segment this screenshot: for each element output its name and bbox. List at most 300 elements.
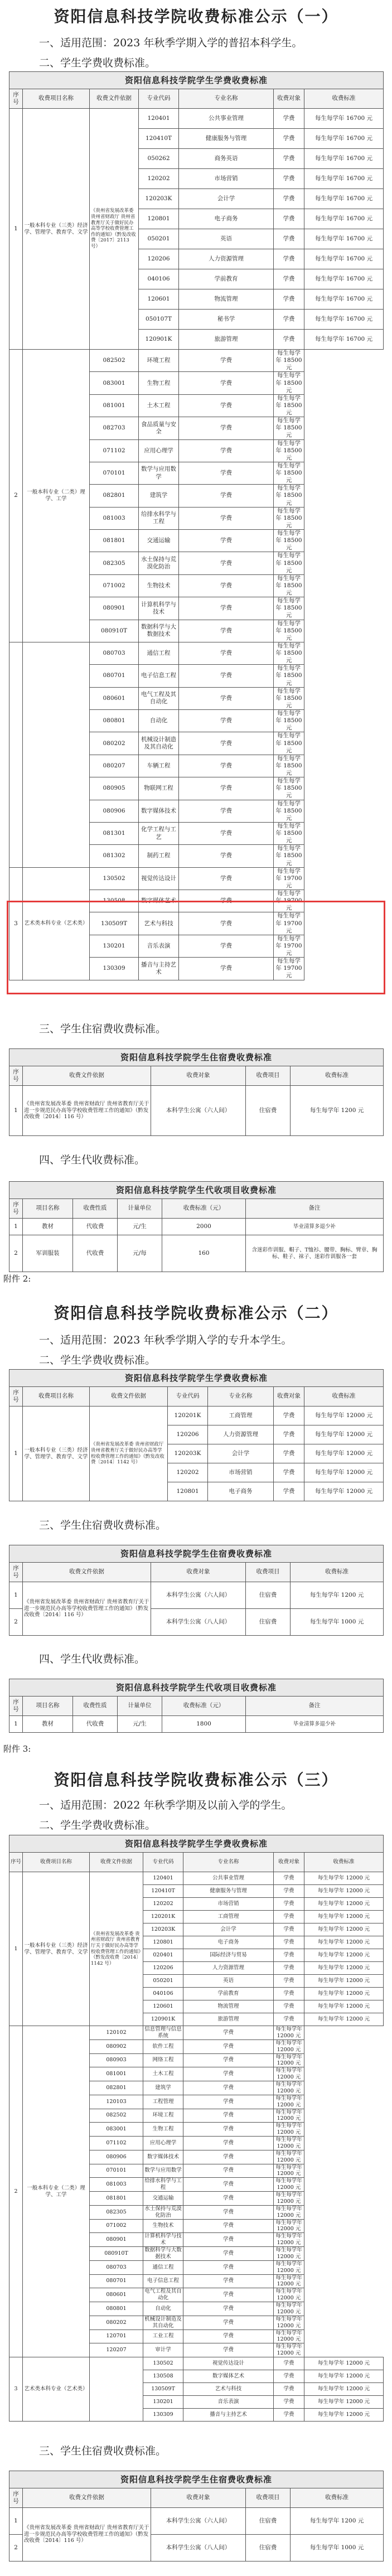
fee-object: 学费 bbox=[183, 2233, 274, 2247]
fee-object: 学费 bbox=[183, 2026, 274, 2040]
major-code: 120206 bbox=[143, 1962, 183, 1975]
fee-object: 学费 bbox=[183, 2123, 274, 2137]
fee-basis: 《贵州省发展改革委 贵州省财政厅 贵州省教育厅关于做好民办高等学校收费管理工作的通知》（黔发改收费〔2014〕1142 号） bbox=[90, 1872, 143, 2026]
doc1-section-agent: 四、学生代收费标准。 bbox=[39, 1154, 146, 1166]
major-code: 130201 bbox=[90, 935, 139, 957]
fee-object: 学费 bbox=[179, 530, 274, 552]
fee-standard: 每生每学年 18500 元 bbox=[274, 350, 304, 372]
fee-object: 学费 bbox=[274, 1872, 304, 1885]
col-header: 专业代码 bbox=[143, 1853, 183, 1872]
doc3-tuition-table bbox=[9, 1835, 384, 2422]
fee-object: 学费 bbox=[179, 552, 274, 574]
major-code: 130201 bbox=[143, 2396, 183, 2409]
fee-basis bbox=[90, 2357, 143, 2422]
table-row bbox=[9, 1235, 384, 1272]
doc1-scope: 一、适用范围：2023 年秋季学期入学的普招本科学生。 bbox=[39, 37, 303, 49]
fee-standard: 每生每学年 18500 元 bbox=[274, 777, 304, 800]
fee-standard: 每生每学年 12000 元 bbox=[274, 2026, 304, 2040]
col-header: 序号 bbox=[9, 1387, 23, 1407]
major-code: 080903 bbox=[90, 2053, 143, 2067]
fee-standard: 每生每学年 12000 元 bbox=[274, 2219, 304, 2233]
major-code: 120203K bbox=[168, 1444, 208, 1463]
fee-category: 一般本科专业（三类）经济学、管理学、教育学、文学 bbox=[23, 1872, 90, 2026]
fee-standard: 每生每学年 12000 元 bbox=[274, 2343, 304, 2357]
major-name: 软件工程 bbox=[143, 2039, 183, 2053]
fee-object: 学费 bbox=[274, 310, 304, 330]
fee-object: 学费 bbox=[274, 249, 304, 269]
major-code: 130502 bbox=[143, 2357, 183, 2370]
fee-standard: 每生每学年 18500 元 bbox=[274, 822, 304, 844]
row-index: 2 bbox=[9, 2026, 23, 2357]
major-name: 机械设计制造及其自动化 bbox=[139, 732, 179, 755]
doc2-section-agent: 四、学生代收费标准。 bbox=[39, 1653, 146, 1665]
major-code: 082703 bbox=[90, 417, 139, 439]
doc1-title: 资阳信息科技学院收费标准公示（一） bbox=[54, 7, 338, 26]
major-code: 082305 bbox=[90, 552, 139, 574]
major-code: 120203K bbox=[143, 1923, 183, 1936]
col-header: 收费项目名称 bbox=[23, 1387, 90, 1407]
fee-standard: 每生每学年 12000 元 bbox=[304, 1949, 384, 1962]
col-header: 收费项目名称 bbox=[23, 1853, 90, 1872]
fee-object: 学费 bbox=[274, 1463, 304, 1482]
fee-object: 学费 bbox=[179, 417, 274, 439]
major-name: 车辆工程 bbox=[139, 755, 179, 777]
col-header: 专业名称 bbox=[179, 89, 274, 109]
major-code: 080910T bbox=[90, 2247, 143, 2261]
table-row bbox=[9, 2508, 384, 2535]
major-code: 081003 bbox=[90, 2178, 143, 2192]
major-name: 电子商务 bbox=[208, 1482, 274, 1501]
col-header: 收费项目 bbox=[246, 1563, 291, 1582]
fee-object: 学费 bbox=[274, 1911, 304, 1923]
fee-standard: 每生每学年 18500 元 bbox=[274, 620, 304, 642]
major-code: 080906 bbox=[90, 800, 139, 822]
col-header: 备注 bbox=[246, 1199, 384, 1219]
fee-standard: 每生每学年 16700 元 bbox=[304, 129, 384, 149]
fee-object: 学费 bbox=[274, 2357, 304, 2370]
fee-standard: 每生每学年 12000 元 bbox=[304, 1898, 384, 1911]
fee-standard: 每生每学年 12000 元 bbox=[304, 1911, 384, 1923]
major-code: 080703 bbox=[90, 2260, 143, 2274]
fee-standard: 每生每学年 18500 元 bbox=[274, 372, 304, 394]
major-name: 建筑学 bbox=[143, 2081, 183, 2095]
major-name: 市场营销 bbox=[183, 1898, 274, 1911]
major-code: 130509T bbox=[90, 912, 139, 935]
major-name: 给排水科学与工程 bbox=[143, 2178, 183, 2192]
major-name: 数字媒体技术 bbox=[143, 2150, 183, 2164]
major-code: 070101 bbox=[90, 2164, 143, 2178]
fee-category: 一般本科专业（三类）经济学、管理学、教育学、文学 bbox=[23, 109, 90, 350]
fee-object: 学费 bbox=[179, 935, 274, 957]
major-code: 080202 bbox=[90, 2316, 143, 2329]
doc3-table-caption: 资阳信息科技学院学生学费收费标准 bbox=[9, 1835, 384, 1853]
fee-standard: 每生每学年 12000 元 bbox=[274, 2164, 304, 2178]
major-code: 081801 bbox=[90, 2192, 143, 2206]
major-code: 081301 bbox=[90, 822, 139, 844]
major-name: 艺术与科技 bbox=[183, 2383, 274, 2396]
col-header: 收费对象 bbox=[274, 1387, 304, 1407]
fee-standard: 每生每学年 12000 元 bbox=[304, 1975, 384, 1988]
major-name: 英语 bbox=[179, 229, 274, 249]
major-name: 公共事业管理 bbox=[183, 1872, 274, 1885]
fee-standard: 每生每学年 12000 元 bbox=[274, 2095, 304, 2109]
fee-standard: 每生每学年 18500 元 bbox=[274, 552, 304, 574]
major-name: 物联网工程 bbox=[139, 777, 179, 800]
table-row bbox=[9, 2026, 384, 2040]
doc3-scope: 一、适用范围：2022 年秋季学期及以前入学的学生。 bbox=[39, 1799, 292, 1811]
major-name: 视觉传达设计 bbox=[139, 867, 179, 890]
major-code: 083001 bbox=[90, 372, 139, 394]
fee-object: 学费 bbox=[183, 2053, 274, 2067]
major-code: 120202 bbox=[139, 169, 179, 189]
major-code: 080601 bbox=[90, 2288, 143, 2302]
fee-object: 学费 bbox=[274, 229, 304, 249]
fee-category: 艺术类本科专业（艺术类） bbox=[23, 2357, 90, 2422]
major-code: 071002 bbox=[90, 2219, 143, 2233]
fee-object: 学费 bbox=[274, 2383, 304, 2396]
fee-object: 学费 bbox=[274, 1885, 304, 1898]
col-header: 收费标准 bbox=[291, 1563, 384, 1582]
major-code: 120203K bbox=[139, 189, 179, 209]
doc3-section-tuition: 二、学生学费收费标准。 bbox=[39, 1819, 156, 1831]
fee-object: 学费 bbox=[183, 2316, 274, 2329]
major-name: 会计学 bbox=[179, 189, 274, 209]
col-header: 收费项目 bbox=[246, 1066, 291, 1086]
fee-standard: 每生每学年 12000 元 bbox=[274, 2288, 304, 2302]
col-header: 序号 bbox=[9, 1697, 23, 1716]
fee-object: 学费 bbox=[179, 912, 274, 935]
fee-standard: 每生每学年 18500 元 bbox=[274, 710, 304, 732]
major-name: 计算机科学与技术 bbox=[139, 597, 179, 620]
fee-amount: 1800 bbox=[162, 1716, 246, 1733]
fee-standard: 每生每学年 19700 元 bbox=[274, 890, 304, 912]
fee-standard: 每生每学年 12000 元 bbox=[274, 2137, 304, 2150]
fee-object: 学费 bbox=[179, 439, 274, 462]
fee-object: 学费 bbox=[274, 1898, 304, 1911]
major-code: 080703 bbox=[90, 642, 139, 664]
major-name: 音乐表演 bbox=[139, 935, 179, 957]
fee-standard: 每生每学年 12000 元 bbox=[274, 2247, 304, 2261]
major-code: 130508 bbox=[143, 2370, 183, 2383]
item-name: 军训服装 bbox=[23, 1235, 73, 1272]
row-index: 1 bbox=[9, 1872, 23, 2026]
fee-object: 学费 bbox=[183, 2274, 274, 2288]
fee-object: 学费 bbox=[179, 755, 274, 777]
major-name: 通信工程 bbox=[139, 642, 179, 664]
fee-standard: 每生每学年 16700 元 bbox=[304, 189, 384, 209]
fee-standard: 每生每学年 16700 元 bbox=[304, 289, 384, 310]
fee-object: 学费 bbox=[179, 777, 274, 800]
major-name: 计算机科学与技术 bbox=[143, 2233, 183, 2247]
fee-object: 学费 bbox=[274, 1425, 304, 1444]
col-header: 收费对象 bbox=[151, 1563, 246, 1582]
doc1-tuition-table bbox=[9, 71, 384, 980]
col-header: 收费对象 bbox=[151, 2488, 246, 2508]
fee-standard: 每生每学年 18500 元 bbox=[274, 439, 304, 462]
fee-standard: 每生每学年 12000 元 bbox=[304, 1407, 384, 1425]
fee-object: 学费 bbox=[179, 574, 274, 597]
major-code: 120701 bbox=[90, 2329, 143, 2343]
major-code: 080906 bbox=[90, 2150, 143, 2164]
major-code: 120201K bbox=[168, 1407, 208, 1425]
major-code: 120601 bbox=[139, 289, 179, 310]
major-code: 083001 bbox=[90, 2123, 143, 2137]
col-header: 收费标准（元） bbox=[162, 1697, 246, 1716]
fee-object: 学费 bbox=[183, 2302, 274, 2316]
doc3-section-dorm: 三、学生住宿费收费标准。 bbox=[39, 2445, 167, 2457]
major-code: 050107T bbox=[139, 310, 179, 330]
doc1-dorm-caption: 资阳信息科技学院学生住宿费收费标准 bbox=[9, 1049, 384, 1066]
major-name: 会计学 bbox=[183, 1923, 274, 1936]
dorm-item: 住宿费 bbox=[246, 1086, 291, 1136]
fee-standard: 每生每学年 18500 元 bbox=[274, 394, 304, 417]
col-header: 收费标准 bbox=[304, 1387, 384, 1407]
fee-object: 学费 bbox=[274, 189, 304, 209]
fee-object: 学费 bbox=[274, 1407, 304, 1425]
fee-object: 学费 bbox=[179, 958, 274, 980]
major-name: 电气工程及其自动化 bbox=[139, 687, 179, 709]
col-header: 专业代码 bbox=[168, 1387, 208, 1407]
row-index: 1 bbox=[9, 109, 23, 350]
fee-nature: 代收费 bbox=[73, 1716, 118, 1733]
fee-object: 学费 bbox=[179, 394, 274, 417]
fee-object: 学费 bbox=[179, 665, 274, 687]
major-code: 120901K bbox=[143, 2013, 183, 2026]
major-name: 电子信息工程 bbox=[139, 665, 179, 687]
unit: 元/生 bbox=[118, 1716, 162, 1733]
fee-standard: 每生每学年 12000 元 bbox=[304, 2000, 384, 2013]
major-name: 生物工程 bbox=[143, 2123, 183, 2137]
major-name: 交通运输 bbox=[143, 2192, 183, 2206]
fee-object: 学费 bbox=[183, 2067, 274, 2081]
major-code: 120103 bbox=[90, 2095, 143, 2109]
row-index bbox=[9, 642, 23, 867]
dorm-basis: 《贵州省发展改革委 贵州省财政厅 贵州省教育厅关于进一步规范民办高等学校收费管理工作的通知》（黔发改收费〔2014〕116 号） bbox=[23, 2508, 151, 2561]
major-name: 播音与主持艺术 bbox=[183, 2409, 274, 2422]
fee-object: 学费 bbox=[274, 1988, 304, 2000]
major-code: 080801 bbox=[90, 710, 139, 732]
major-name: 工商管理 bbox=[208, 1407, 274, 1425]
col-header: 收费文件依据 bbox=[90, 89, 139, 109]
major-name: 商务英语 bbox=[179, 149, 274, 169]
fee-standard: 每生每学年 18500 元 bbox=[274, 732, 304, 755]
item-name: 教材 bbox=[23, 1716, 73, 1733]
major-code: 050262 bbox=[139, 149, 179, 169]
major-code: 120410T bbox=[139, 129, 179, 149]
major-name: 土木工程 bbox=[139, 394, 179, 417]
col-header: 收费性质 bbox=[73, 1199, 118, 1219]
row-index: 1 bbox=[9, 2508, 23, 2535]
col-header: 收费对象 bbox=[274, 1853, 304, 1872]
dorm-object: 本科学生公寓（八人间） bbox=[151, 1609, 246, 1636]
fee-standard: 每生每学年 18500 元 bbox=[274, 485, 304, 507]
table-row bbox=[9, 350, 384, 372]
fee-standard: 每生每学年 18500 元 bbox=[274, 687, 304, 709]
fee-standard: 每生每学年 12000 元 bbox=[304, 2383, 384, 2396]
fee-standard: 每生每学年 19700 元 bbox=[274, 867, 304, 890]
major-name: 信息管理与信息系统 bbox=[143, 2026, 183, 2040]
table-row bbox=[9, 109, 384, 129]
major-code: 120410T bbox=[143, 1885, 183, 1898]
unit: 元/生 bbox=[118, 1219, 162, 1235]
doc2-table-caption: 资阳信息科技学院学生学费收费标准 bbox=[9, 1370, 384, 1387]
fee-standard: 每生每学年 18500 元 bbox=[274, 642, 304, 664]
col-header: 专业代码 bbox=[139, 89, 179, 109]
fee-basis: 《贵州省发展改革委 贵州省财政厅 贵州省教育厅关于做好民办高等学校收费管理工作的通知》（黔发改收费〔2014〕1142 号） bbox=[90, 1407, 168, 1501]
major-name: 数据科学与大数据技术 bbox=[139, 620, 179, 642]
major-name: 机械设计制造及其自动化 bbox=[143, 2316, 183, 2329]
fee-standard: 每生每学年 19700 元 bbox=[274, 958, 304, 980]
fee-category bbox=[23, 642, 90, 867]
fee-amount: 160 bbox=[162, 1235, 246, 1272]
fee-standard: 每生每学年 16700 元 bbox=[304, 109, 384, 129]
row-index: 2 bbox=[9, 1609, 23, 1636]
major-name: 市场营销 bbox=[208, 1463, 274, 1482]
major-code: 050201 bbox=[143, 1975, 183, 1988]
fee-standard: 每生每学年 12000 元 bbox=[304, 1988, 384, 2000]
doc2-section-tuition: 二、学生学费收费标准。 bbox=[39, 1354, 156, 1366]
fee-object: 学费 bbox=[183, 2329, 274, 2343]
col-header: 收费性质 bbox=[73, 1697, 118, 1716]
col-header: 备注 bbox=[246, 1697, 384, 1716]
col-header: 序号 bbox=[9, 1199, 23, 1219]
col-header: 收费文件依据 bbox=[23, 2488, 151, 2508]
fee-object: 学费 bbox=[179, 890, 274, 912]
major-name: 土木工程 bbox=[143, 2067, 183, 2081]
major-code: 120801 bbox=[143, 1936, 183, 1949]
col-header: 计量单位 bbox=[118, 1199, 162, 1219]
fee-standard: 每生每学年 12000 元 bbox=[304, 1923, 384, 1936]
fee-standard: 每生每学年 12000 元 bbox=[274, 2053, 304, 2067]
fee-standard: 每生每学年 12000 元 bbox=[304, 1962, 384, 1975]
major-name: 工程管理 bbox=[143, 2095, 183, 2109]
fee-standard: 每生每学年 12000 元 bbox=[274, 2150, 304, 2164]
major-name: 通信工程 bbox=[143, 2260, 183, 2274]
col-header: 收费标准 bbox=[304, 1853, 384, 1872]
fee-object: 学费 bbox=[274, 209, 304, 229]
fee-object: 学费 bbox=[183, 2081, 274, 2095]
doc2-section-dorm: 三、学生住宿费收费标准。 bbox=[39, 1519, 167, 1531]
major-name: 人力资源管理 bbox=[183, 1962, 274, 1975]
major-name: 给排水科学与工程 bbox=[139, 507, 179, 529]
doc3-dorm-caption: 资阳信息科技学院学生住宿费收费标准 bbox=[9, 2471, 384, 2488]
row-index: 1 bbox=[9, 1716, 23, 1733]
dorm-fee: 每生每学年 1000 元 bbox=[291, 2535, 384, 2561]
fee-category: 一般本科专业（二类）理学、工学 bbox=[23, 350, 90, 642]
major-code: 120401 bbox=[143, 1872, 183, 1885]
doc1-agent-caption: 资阳信息科技学院学生代收项目收费标准 bbox=[9, 1182, 384, 1199]
col-header: 序号 bbox=[9, 1066, 23, 1086]
fee-object: 学费 bbox=[274, 289, 304, 310]
major-name: 电子商务 bbox=[179, 209, 274, 229]
doc1-table-caption: 资阳信息科技学院学生学费收费标准 bbox=[9, 72, 384, 89]
col-header: 收费标准（元） bbox=[162, 1199, 246, 1219]
major-name: 环境工程 bbox=[143, 2109, 183, 2123]
col-header: 收费文件依据 bbox=[23, 1066, 151, 1086]
fee-standard: 每生每学年 18500 元 bbox=[274, 507, 304, 529]
fee-object: 学费 bbox=[183, 2150, 274, 2164]
fee-object: 学费 bbox=[274, 1936, 304, 1949]
fee-standard: 每生每学年 12000 元 bbox=[304, 2409, 384, 2422]
fee-standard: 每生每学年 12000 元 bbox=[274, 2192, 304, 2206]
fee-standard: 每生每学年 12000 元 bbox=[274, 2233, 304, 2247]
fee-basis: 《贵州省发展改革委 贵州省财政厅 贵州省教育厅关于做好民办高等学校收费管理工作的通知》（黔发改收费〔2017〕2113 号） bbox=[90, 109, 139, 350]
major-code: 080207 bbox=[90, 755, 139, 777]
major-name: 食品质量与安全 bbox=[139, 417, 179, 439]
col-header: 序号 bbox=[9, 2488, 23, 2508]
major-name: 网络工程 bbox=[143, 2053, 183, 2067]
fee-object: 学费 bbox=[179, 507, 274, 529]
doc2-agent-caption: 资阳信息科技学院学生代收项目收费标准 bbox=[9, 1679, 384, 1697]
fee-object: 学费 bbox=[274, 330, 304, 350]
major-code: 080601 bbox=[90, 687, 139, 709]
fee-object: 学费 bbox=[274, 1975, 304, 1988]
fee-object: 学费 bbox=[179, 732, 274, 755]
major-name: 播音与主持艺术 bbox=[139, 958, 179, 980]
row-index: 2 bbox=[9, 350, 23, 642]
dorm-item: 住宿费 bbox=[246, 1609, 291, 1636]
major-code: 130509T bbox=[143, 2383, 183, 2396]
col-header: 专业名称 bbox=[183, 1853, 274, 1872]
major-code: 040106 bbox=[139, 269, 179, 289]
fee-standard: 每生每学年 12000 元 bbox=[304, 2013, 384, 2026]
major-code: 130502 bbox=[90, 867, 139, 890]
major-name: 交通运输 bbox=[139, 530, 179, 552]
fee-standard: 每生每学年 12000 元 bbox=[274, 2274, 304, 2288]
major-code: 081003 bbox=[90, 507, 139, 529]
fee-standard: 每生每学年 18500 元 bbox=[274, 417, 304, 439]
table-row bbox=[9, 2357, 384, 2370]
remark: 含迷彩作训服、帽子、T恤衫、腰带、胸标、臂章、胸标、鞋子、袜子、迷彩作训服各一套 bbox=[246, 1235, 384, 1272]
major-name: 工商管理 bbox=[183, 1911, 274, 1923]
fee-object: 学费 bbox=[183, 2137, 274, 2150]
major-name: 会计学 bbox=[208, 1444, 274, 1463]
major-name: 化学工程与工艺 bbox=[139, 822, 179, 844]
doc2-tuition-table bbox=[9, 1369, 384, 1501]
fee-category: 一般本科专业（二类）理学、工学 bbox=[23, 2026, 90, 2357]
fee-object: 学费 bbox=[183, 2205, 274, 2219]
doc1-section-dorm: 三、学生住宿费收费标准。 bbox=[39, 1023, 167, 1035]
fee-object: 学费 bbox=[274, 109, 304, 129]
major-code: 120102 bbox=[90, 2026, 143, 2040]
table-row bbox=[9, 1872, 384, 1885]
fee-object: 学费 bbox=[274, 169, 304, 189]
major-code: 120801 bbox=[168, 1482, 208, 1501]
major-name: 生物技术 bbox=[143, 2219, 183, 2233]
major-code: 082801 bbox=[90, 2081, 143, 2095]
fee-standard: 每生每学年 12000 元 bbox=[274, 2123, 304, 2137]
fee-standard: 每生每学年 16700 元 bbox=[304, 330, 384, 350]
fee-object: 学费 bbox=[183, 2260, 274, 2274]
fee-standard: 每生每学年 18500 元 bbox=[274, 462, 304, 484]
fee-standard: 每生每学年 12000 元 bbox=[274, 2302, 304, 2316]
major-name: 健康服务与管理 bbox=[183, 1885, 274, 1898]
row-index: 1 bbox=[9, 1407, 23, 1501]
major-name: 电子信息工程 bbox=[143, 2274, 183, 2288]
fee-object: 学费 bbox=[179, 800, 274, 822]
col-header: 收费文件依据 bbox=[23, 1563, 151, 1582]
fee-object: 学费 bbox=[179, 687, 274, 709]
fee-standard: 每生每学年 18500 元 bbox=[274, 574, 304, 597]
major-code: 071102 bbox=[90, 439, 139, 462]
fee-object: 学费 bbox=[274, 1949, 304, 1962]
col-header: 收费标准 bbox=[291, 1066, 384, 1086]
major-code: 120601 bbox=[143, 2000, 183, 2013]
major-name: 物流管理 bbox=[179, 289, 274, 310]
dorm-item: 住宿费 bbox=[246, 2508, 291, 2535]
dorm-object: 本科学生公寓（八人间） bbox=[151, 2535, 246, 2561]
major-name: 应用心理学 bbox=[143, 2137, 183, 2150]
